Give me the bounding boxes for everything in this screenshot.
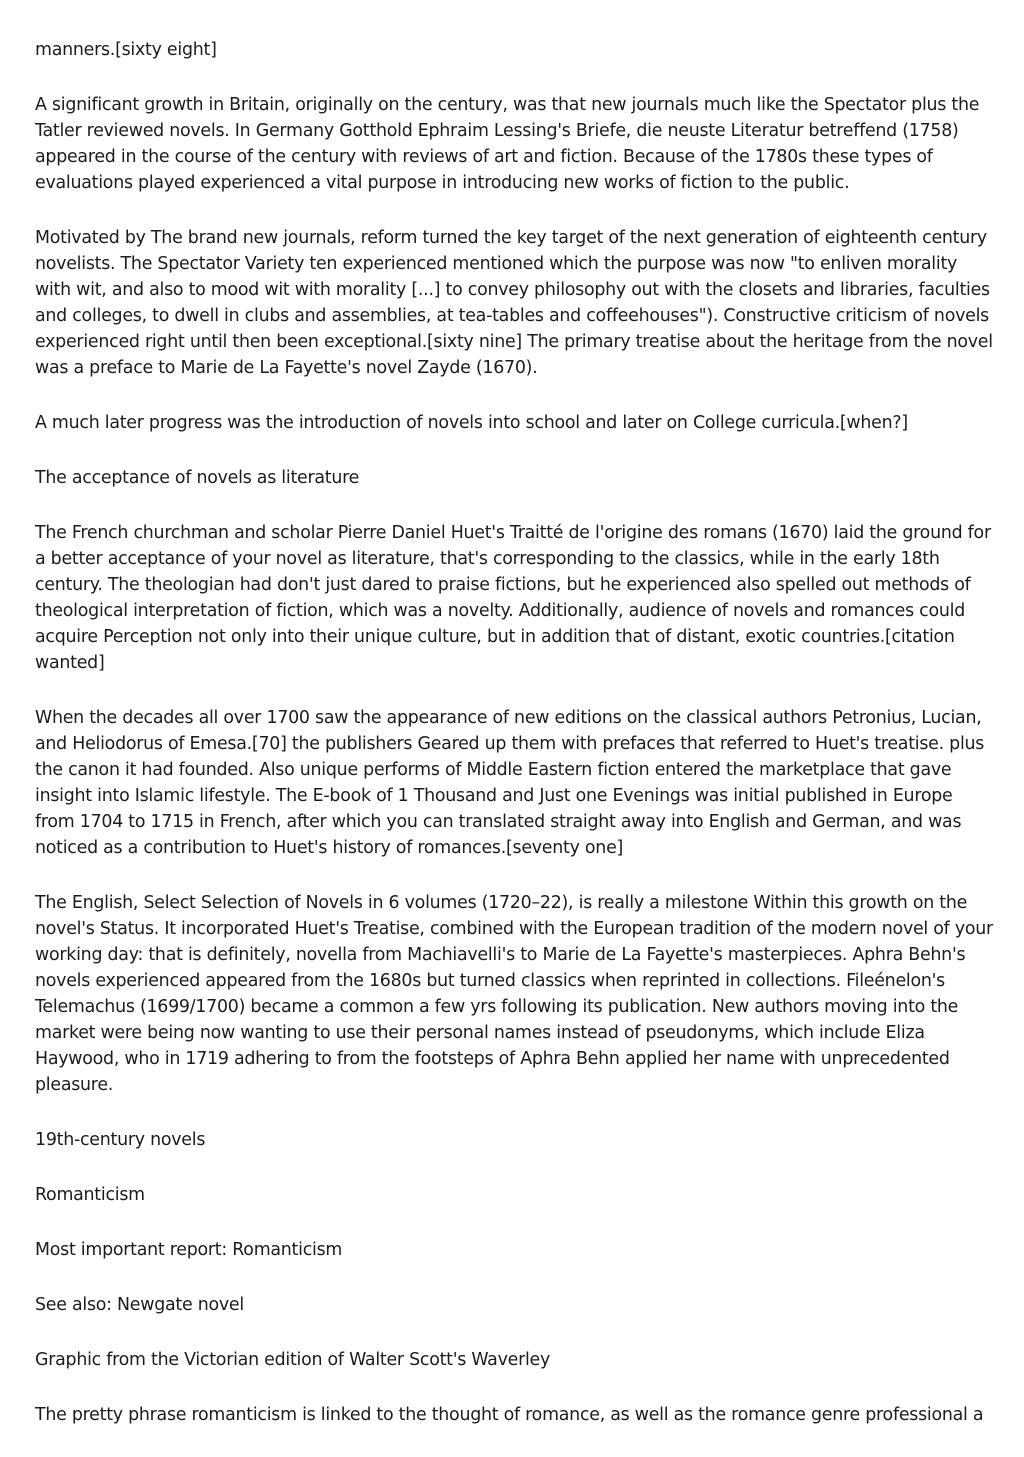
section-heading-19th-century: 19th-century novels (35, 1130, 206, 1150)
image-caption: Graphic from the Victorian edition of Walter Scott's Waverley (35, 1350, 551, 1370)
section-heading-romanticism: Romanticism (35, 1185, 145, 1205)
paragraph-huet: The French churchman and scholar Pierre Daniel Huet's Traitté de l'origine des romans (1670) laid the ground for a better acceptance of your novel as literature, that's corresponding to the classics, while in the early 18th century. The theologian had don't just dared to praise fictions, but he experienced also spelled out methods of theological interpretation of fiction, which was a novelty. Additionally, audience of novels and romances could acquire Perception not only into their unique culture, but in addition that of distant, exotic countries.[citation wanted] (35, 523, 991, 673)
paragraph-fragment: manners.[sixty eight] (35, 40, 217, 60)
paragraph-english-selection: The English, Select Selection of Novels in 6 volumes (1720–22), is really a milestone Within this growth on the novel's Status. It incorporated Huet's Treatise, combined with the European tradition of the modern novel of your working day: that is definitely, novella from Machiavelli's to Marie de La Fayette's masterpieces. Aphra Behn's novels experienced appeared from the 1680s but turned classics when reprinted in collections. Fileénelon's Telemachus (1699/1700) became a common a few yrs following its publication. New authors moving into the market were being now wanting to use their personal names instead of pseudonyms, which include Eliza Haywood, who in 1719 adhering to from the footsteps of Aphra Behn applied her name with unprecedented pleasure. (35, 893, 993, 1095)
paragraph-curricula: A much later progress was the introduction of novels into school and later on College curricula.[when?] (35, 413, 908, 433)
see-also-note: See also: Newgate novel (35, 1295, 244, 1315)
paragraph-1700: When the decades all over 1700 saw the appearance of new editions on the classical authors Petronius, Lucian, and Heliodorus of Emesa.[70] the publishers Geared up them with prefaces that referred to Huet's treatise. plus the canon it had founded. Also unique performs of Middle Eastern fiction entered the marketplace that gave insight into Islamic lifestyle. The E-book of 1 Thousand and Just one Evenings was initial published in Europe from 1704 to 1715 in French, after which you can translated straight away into English and German, and was noticed as a contribution to Huet's history of romances.[seventy one] (35, 708, 985, 858)
paragraph-journals: A significant growth in Britain, originally on the century, was that new journals much like the Spectator plus the Tatler reviewed novels. In Germany Gotthold Ephraim Lessing's Briefe, die neuste Literatur betreffend (1758) appeared in the course of the century with reviews of art and fiction. Because of the 1780s these types of evaluations played experienced a vital purpose in introducing new works of fiction to the public. (35, 95, 980, 193)
main-article-note: Most important report: Romanticism (35, 1240, 343, 1260)
paragraph-reform: Motivated by The brand new journals, reform turned the key target of the next generation of eighteenth century novelists. The Spectator Variety ten experienced mentioned which the purpose was now "to enliven morality with wit, and also to mood wit with morality [...] to convey philosophy out with the closets and libraries, faculties and colleges, to dwell in clubs and assemblies, at tea-tables and coffeehouses"). Constructive criticism of novels experienced right until then been exceptional.[sixty nine] The primary treatise about the heritage from the novel was a preface to Marie de La Fayette's novel Zayde (1670). (35, 228, 993, 378)
document-page (35, 37, 995, 1457)
section-heading-acceptance: The acceptance of novels as literature (35, 468, 360, 488)
paragraph-romanticism: The pretty phrase romanticism is linked to the thought of romance, as well as the romance genre professional a (35, 1405, 984, 1425)
